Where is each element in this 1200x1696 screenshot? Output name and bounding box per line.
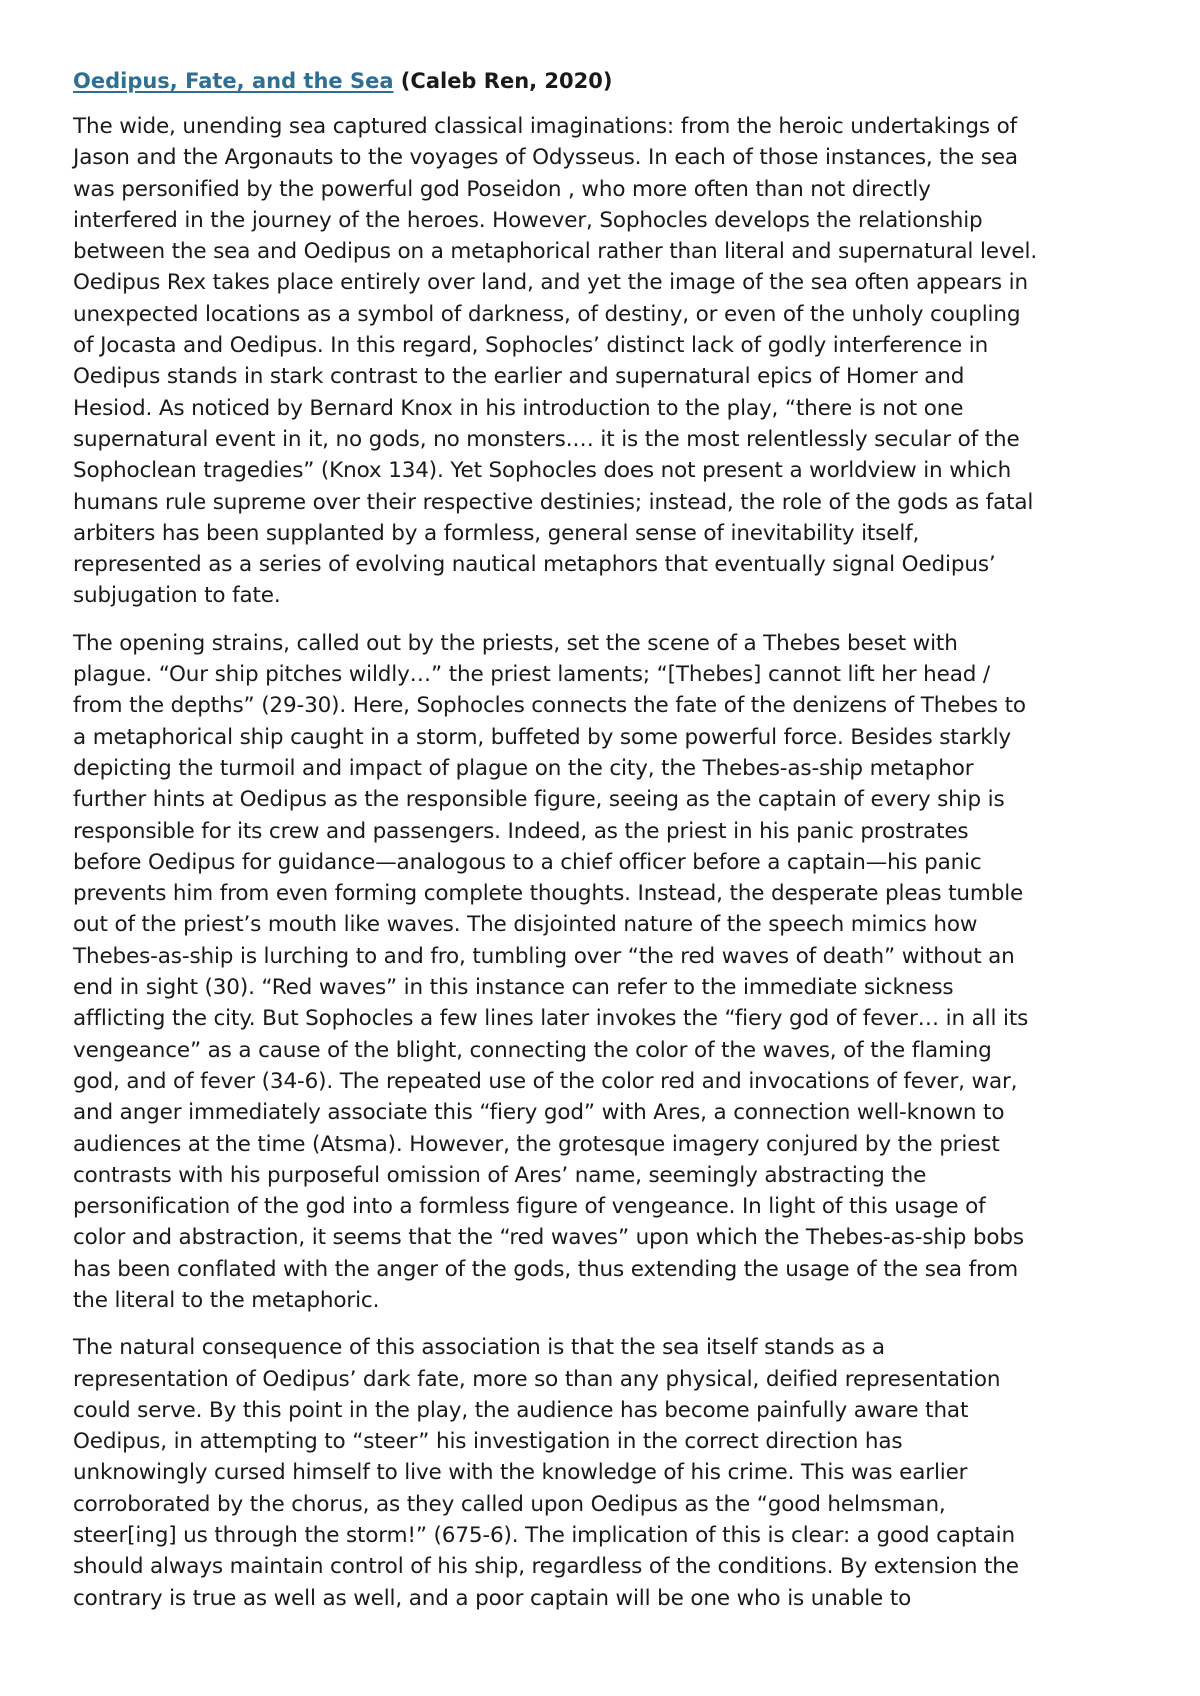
- text-line: of Jocasta and Oedipus. In this regard, Sophocles’ distinct lack of godly interference in: [73, 333, 989, 359]
- paragraph: [73, 111, 1135, 612]
- text-line: Oedipus Rex takes place entirely over land, and yet the image of the sea often appears in: [73, 270, 1028, 296]
- text-line: audiences at the time (Atsma). However, the grotesque imagery conjured by the priest: [73, 1131, 1000, 1157]
- text-line: should always maintain control of his ship, regardless of the conditions. By extension the: [73, 1554, 1019, 1580]
- text-line: Sophoclean tragedies” (Knox 134). Yet Sophocles does not present a worldview in which: [73, 458, 1012, 484]
- text-line: contrasts with his purposeful omission of Ares’ name, seemingly abstracting the: [73, 1162, 927, 1188]
- text-line: humans rule supreme over their respective destinies; instead, the role of the gods as fatal: [73, 489, 1034, 515]
- text-line: Hesiod. As noticed by Bernard Knox in his introduction to the play, “there is not one: [73, 395, 964, 421]
- text-line: unknowingly cursed himself to live with the knowledge of his crime. This was earlier: [73, 1460, 968, 1486]
- text-line: end in sight (30). “Red waves” in this instance can refer to the immediate sickness: [73, 975, 954, 1001]
- text-line: further hints at Oedipus as the responsible figure, seeing as the captain of every ship is: [73, 787, 1005, 813]
- text-line: Thebes-as-ship is lurching to and fro, tumbling over “the red waves of death” without an: [73, 943, 1015, 969]
- essay-heading: [73, 66, 1135, 97]
- document-page: [73, 66, 1135, 1630]
- text-line: supernatural event in it, no gods, no monsters.… it is the most relentlessly secular of the: [73, 426, 1020, 452]
- text-line: The wide, unending sea captured classical imaginations: from the heroic undertakings of: [73, 114, 1018, 139]
- text-line: between the sea and Oedipus on a metaphorical rather than literal and supernatural level.: [73, 239, 1037, 265]
- text-line: has been conflated with the anger of the gods, thus extending the usage of the sea from: [73, 1256, 1019, 1282]
- text-line: and anger immediately associate this “fiery god” with Ares, a connection well-known to: [73, 1100, 1005, 1126]
- text-line: depicting the turmoil and impact of plague on the city, the Thebes-as-ship metaphor: [73, 755, 974, 781]
- text-line: the literal to the metaphoric.: [73, 1287, 380, 1313]
- text-line: represented as a series of evolving nautical metaphors that eventually signal Oedipus’: [73, 552, 996, 578]
- text-line: personification of the god into a formless figure of vengeance. In light of this usage of: [73, 1194, 986, 1220]
- text-line: The opening strains, called out by the priests, set the scene of a Thebes beset with: [73, 630, 958, 656]
- text-line: a metaphorical ship caught in a storm, buffeted by some powerful force. Besides starkly: [73, 724, 1011, 750]
- text-line: from the depths” (29-30). Here, Sophocles connects the fate of the denizens of Thebes to: [73, 693, 1026, 719]
- text-line: subjugation to fate.: [73, 583, 281, 609]
- text-line: Jason and the Argonauts to the voyages of Odysseus. In each of those instances, the sea: [73, 145, 1018, 171]
- text-line: was personified by the powerful god Poseidon , who more often than not directly: [73, 176, 931, 202]
- text-line: could serve. By this point in the play, the audience has become painfully aware that: [73, 1397, 969, 1423]
- text-line: arbiters has been supplanted by a formless, general sense of inevitability itself,: [73, 520, 920, 546]
- paragraph: [73, 628, 1135, 1317]
- text-line: prevents him from even forming complete thoughts. Instead, the desperate pleas tumble: [73, 881, 1024, 907]
- text-line: responsible for its crew and passengers. Indeed, as the priest in his panic prostrates: [73, 818, 969, 844]
- author-year: (Caleb Ren, 2020): [393, 69, 613, 93]
- text-line: The natural consequence of this association is that the sea itself stands as a: [73, 1335, 885, 1361]
- paragraph: [73, 1332, 1135, 1614]
- essay-title-link[interactable]: Oedipus, Fate, and the Sea: [73, 69, 394, 93]
- text-line: god, and of fever (34-6). The repeated use of the color red and invocations of fever, war,: [73, 1068, 1018, 1094]
- text-line: afflicting the city. But Sophocles a few lines later invokes the “fiery god of fever… in all its: [73, 1006, 1029, 1032]
- text-line: before Oedipus for guidance—analogous to a chief officer before a captain—his panic: [73, 849, 982, 875]
- text-line: Oedipus stands in stark contrast to the earlier and supernatural epics of Homer and: [73, 364, 965, 390]
- text-line: interfered in the journey of the heroes. However, Sophocles develops the relationship: [73, 207, 983, 233]
- text-line: color and abstraction, it seems that the “red waves” upon which the Thebes-as-ship bobs: [73, 1225, 1024, 1251]
- text-line: out of the priest’s mouth like waves. The disjointed nature of the speech mimics how: [73, 912, 978, 938]
- text-line: vengeance” as a cause of the blight, connecting the color of the waves, of the flaming: [73, 1037, 992, 1063]
- text-line: representation of Oedipus’ dark fate, more so than any physical, deified representation: [73, 1366, 1001, 1392]
- text-line: plague. “Our ship pitches wildly…” the priest laments; “[Thebes] cannot lift her head /: [73, 662, 990, 688]
- text-line: corroborated by the chorus, as they called upon Oedipus as the “good helmsman,: [73, 1491, 946, 1517]
- text-line: contrary is true as well as well, and a poor captain will be one who is unable to: [73, 1585, 912, 1611]
- text-line: steer[ing] us through the storm!” (675-6). The implication of this is clear: a good captain: [73, 1523, 1015, 1549]
- text-line: unexpected locations as a symbol of darkness, of destiny, or even of the unholy coupling: [73, 301, 1021, 327]
- text-line: Oedipus, in attempting to “steer” his investigation in the correct direction has: [73, 1429, 903, 1455]
- essay-body: [73, 111, 1135, 1614]
